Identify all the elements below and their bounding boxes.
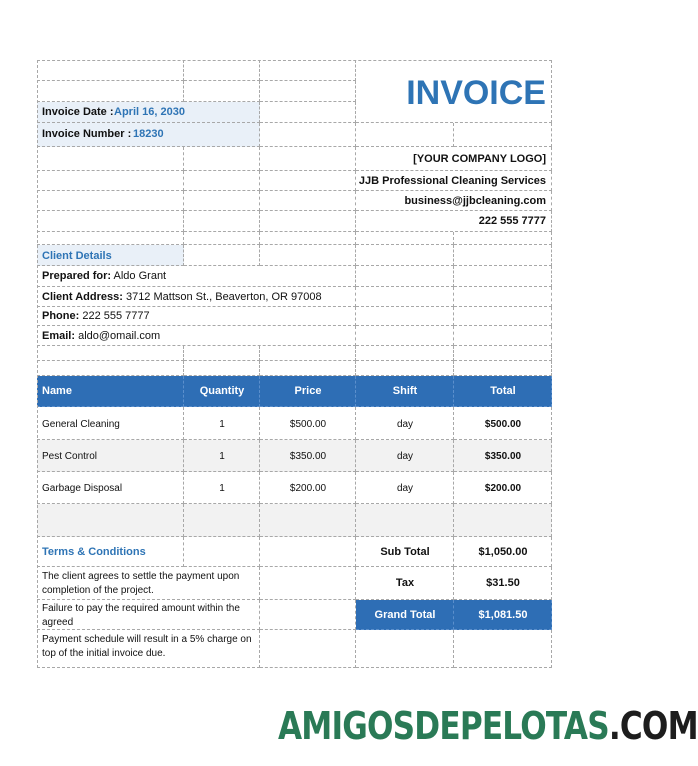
- row-price: $500.00: [289, 419, 327, 430]
- cell: [184, 232, 260, 245]
- cell: [37, 191, 184, 211]
- cell: [260, 407, 356, 440]
- cell: [260, 123, 356, 147]
- cell: [356, 361, 454, 376]
- client-address: [42, 291, 322, 304]
- client-details-heading: Client Details: [42, 250, 112, 262]
- cell: [260, 567, 356, 600]
- cell: [454, 232, 552, 245]
- cell: [454, 472, 552, 504]
- tax-label-cell: [356, 567, 454, 600]
- subtotal-label: Sub Total: [380, 546, 430, 558]
- invoice-number-value: 18230: [133, 128, 164, 140]
- row-name: Garbage Disposal: [42, 483, 123, 494]
- table-row: [37, 504, 184, 537]
- col-header-shift-label: Shift: [392, 385, 418, 397]
- cell: [356, 232, 454, 245]
- cell: [37, 211, 184, 232]
- cell: [356, 630, 454, 668]
- cell: [356, 123, 454, 147]
- company-email-cell: [356, 191, 552, 211]
- cell: [184, 147, 260, 171]
- cell: [184, 537, 260, 567]
- tax-value: $31.50: [486, 577, 520, 589]
- client-address-value: 3712 Mattson St., Beaverton, OR 97008: [125, 291, 322, 303]
- terms-heading-cell: [37, 537, 184, 567]
- subtotal-value-cell: [454, 537, 552, 567]
- terms-line-3a: Payment schedule will result in a 5% charge on: [42, 634, 252, 645]
- cell: [454, 346, 552, 361]
- cell: [184, 407, 260, 440]
- cell: [260, 245, 356, 266]
- client-email-label: Email:: [42, 330, 76, 342]
- cell: [184, 472, 260, 504]
- title-cell: [356, 60, 552, 123]
- client-details-cell: [37, 245, 184, 266]
- prepared-for: [42, 270, 166, 283]
- client-phone-cell: [37, 307, 356, 326]
- cell: [37, 60, 184, 81]
- invoice-date-value: April 16, 2030: [114, 106, 185, 118]
- cell: [260, 191, 356, 211]
- watermark-part2: .COM: [608, 704, 698, 748]
- company-phone: 222 555 7777: [478, 215, 546, 227]
- cell: [454, 307, 552, 326]
- prepared-for-label: Prepared for:: [42, 270, 112, 282]
- grand-total-label: Grand Total: [374, 609, 436, 621]
- client-address-cell: [37, 287, 356, 307]
- cell: [184, 171, 260, 191]
- cell: [454, 123, 552, 147]
- cell: [356, 346, 454, 361]
- tax-label: Tax: [395, 577, 415, 589]
- cell: [37, 232, 184, 245]
- cell: [260, 630, 356, 668]
- row-shift: day: [396, 483, 414, 494]
- terms-line-2b: agreed: [42, 617, 74, 628]
- company-phone-cell: [356, 211, 552, 232]
- client-address-label: Client Address:: [42, 291, 123, 303]
- terms-line-1: [37, 567, 260, 600]
- cell: [184, 361, 260, 376]
- grand-total-value: $1,081.50: [478, 609, 528, 621]
- cell: [356, 407, 454, 440]
- terms-line-3b: top of the initial invoice due.: [42, 648, 166, 659]
- col-header-price: [260, 376, 356, 407]
- cell: [260, 232, 356, 245]
- col-header-quantity-label: Quantity: [199, 385, 245, 397]
- row-name: Pest Control: [42, 451, 98, 462]
- terms-heading: Terms & Conditions: [42, 546, 146, 558]
- cell: [184, 245, 260, 266]
- prepared-for-value: Aldo Grant: [113, 270, 167, 282]
- company-logo: [YOUR COMPANY LOGO]: [413, 153, 546, 165]
- client-phone-value: 222 555 7777: [82, 310, 150, 322]
- watermark: [278, 704, 698, 748]
- cell: [260, 537, 356, 567]
- terms-line-2: [37, 600, 260, 630]
- cell: [184, 191, 260, 211]
- client-phone-label: Phone:: [42, 310, 80, 322]
- cell: [454, 287, 552, 307]
- col-header-price-label: Price: [294, 385, 322, 397]
- cell: [184, 81, 260, 102]
- terms-line-1a: The client agrees to settle the payment upon: [42, 571, 240, 582]
- cell: [454, 266, 552, 287]
- col-header-name: [37, 376, 184, 407]
- terms-line-1b: completion of the project.: [42, 585, 154, 596]
- cell: [260, 102, 356, 123]
- cell: [260, 440, 356, 472]
- subtotal-value: $1,050.00: [478, 546, 528, 558]
- row-name: General Cleaning: [42, 419, 120, 430]
- cell: [356, 326, 454, 346]
- cell: [184, 346, 260, 361]
- cell: [356, 472, 454, 504]
- cell: [454, 326, 552, 346]
- table-row: [37, 472, 184, 504]
- row-shift: day: [396, 451, 414, 462]
- cell: [356, 504, 454, 537]
- client-email-cell: [37, 326, 356, 346]
- cell: [260, 81, 356, 102]
- invoice-sheet: [37, 60, 552, 668]
- col-header-shift: [356, 376, 454, 407]
- cell: [356, 440, 454, 472]
- row-quantity: 1: [219, 483, 225, 494]
- cell: [184, 211, 260, 232]
- col-header-quantity: [184, 376, 260, 407]
- cell: [184, 60, 260, 81]
- cell: [356, 287, 454, 307]
- cell: [260, 60, 356, 81]
- page-title: INVOICE: [406, 74, 546, 112]
- cell: [260, 171, 356, 191]
- row-quantity: 1: [219, 419, 225, 430]
- company-email: business@jjbcleaning.com: [404, 195, 546, 207]
- cell: [37, 81, 184, 102]
- row-total: $350.00: [484, 451, 522, 462]
- cell: [260, 472, 356, 504]
- cell: [184, 504, 260, 537]
- cell: [260, 600, 356, 630]
- cell: [356, 266, 454, 287]
- cell: [260, 361, 356, 376]
- cell: [260, 147, 356, 171]
- table-row: [37, 440, 184, 472]
- cell: [37, 361, 184, 376]
- company-logo-cell: [356, 147, 552, 171]
- col-header-total: [454, 376, 552, 407]
- row-shift: day: [396, 419, 414, 430]
- cell: [37, 147, 184, 171]
- client-email: [42, 330, 160, 343]
- cell: [356, 245, 454, 266]
- tax-value-cell: [454, 567, 552, 600]
- invoice-number-label: Invoice Number :: [42, 128, 132, 140]
- table-row: [37, 407, 184, 440]
- cell: [260, 346, 356, 361]
- subtotal-label-cell: [356, 537, 454, 567]
- invoice-number-cell: [37, 123, 260, 147]
- cell: [454, 504, 552, 537]
- cell: [260, 211, 356, 232]
- company-name-cell: [356, 171, 552, 191]
- client-email-value: aldo@omail.com: [78, 330, 161, 342]
- row-total: $500.00: [484, 419, 522, 430]
- grand-total-label-cell: [356, 600, 454, 630]
- terms-line-2a: Failure to pay the required amount within the: [42, 603, 240, 614]
- cell: [454, 407, 552, 440]
- cell: [454, 245, 552, 266]
- cell: [356, 307, 454, 326]
- row-price: $350.00: [289, 451, 327, 462]
- cell: [454, 440, 552, 472]
- client-phone: [42, 310, 150, 323]
- grand-total-value-cell: [454, 600, 552, 630]
- watermark-part1: AMIGOSDEPELOTAS: [278, 704, 609, 748]
- cell: [37, 346, 184, 361]
- row-quantity: 1: [219, 451, 225, 462]
- cell: [184, 440, 260, 472]
- cell: [260, 504, 356, 537]
- col-header-name-label: Name: [42, 385, 72, 397]
- cell: [454, 630, 552, 668]
- invoice-date-label: Invoice Date :: [42, 106, 114, 118]
- row-price: $200.00: [289, 483, 327, 494]
- col-header-total-label: Total: [490, 385, 516, 397]
- terms-line-3: [37, 630, 260, 668]
- prepared-for-cell: [37, 266, 356, 287]
- company-name: JJB Professional Cleaning Services: [358, 175, 546, 187]
- cell: [37, 171, 184, 191]
- invoice-date-cell: [37, 102, 260, 123]
- row-total: $200.00: [484, 483, 522, 494]
- cell: [454, 361, 552, 376]
